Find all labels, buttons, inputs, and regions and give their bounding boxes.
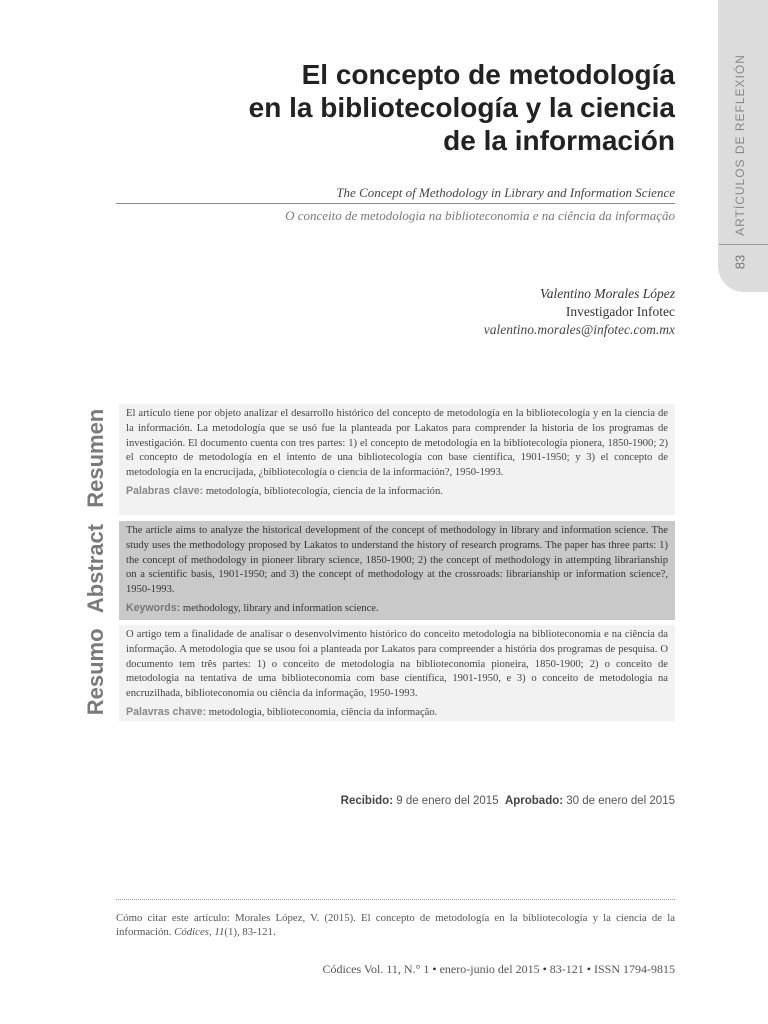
abstract-english bbox=[119, 521, 675, 620]
author-block bbox=[484, 285, 675, 339]
page-number: 83 bbox=[732, 254, 748, 270]
abstract-portuguese-text: O artigo tem a finalidade de analisar o desenvolvimento histórico do conceito metodologia na biblioteconomia e na ciência da informação. A metodologia que se usou foi a planteada por Lakatos para compreender a história dos programas de pesquisa. O documento tem três partes: 1) o conceito de metodologia na biblioteconomia pioneira, 1850-1900; 2) o conceito de metodologia na tentativa de uma biblioteconomia com base científica, 1901-1950, e 3) o conceito de metodologia na encruzilhada, biblioteconomia ou ciência da informação, 1950-1993. bbox=[126, 629, 668, 700]
submission-dates: Recibido: 9 de enero del 2015 Aprobado: 30 de enero del 2015 bbox=[340, 795, 675, 807]
author-name: Valentino Morales López bbox=[540, 286, 675, 301]
subtitle-portuguese: O conceito de metodologia na biblioteconomia e na ciência da informação bbox=[285, 208, 675, 223]
side-divider bbox=[719, 244, 768, 245]
citation-note: Cómo citar este artículo: Morales López, V. (2015). El concepto de metodología en la bibliotecología y la ciencia de la información. Códices, 11(1), 83-121. bbox=[116, 912, 675, 938]
title-line-2: en la bibliotecología y la ciencia bbox=[248, 92, 675, 123]
author-email[interactable]: valentino.morales@infotec.com.mx bbox=[483, 322, 675, 337]
article-title bbox=[155, 58, 675, 157]
journal-footer: Códices Vol. 11, N.° 1 • enero-junio del 2015 • 83-121 • ISSN 1794-9815 bbox=[322, 962, 675, 976]
keywords-spanish: Palabras clave: metodología, bibliotecología, ciencia de la información. bbox=[126, 484, 443, 497]
author-affiliation: Investigador Infotec bbox=[565, 304, 675, 319]
subtitle-english: The Concept of Methodology in Library and Information Science bbox=[336, 185, 675, 200]
abstract-english-text: The article aims to analyze the historical development of the concept of methodology in library and information science. The study uses the methodology proposed by Lakatos to understand the history of research programs. The paper has three parts: 1) the concept of methodology in pioneer library science, 1850-1900; 2) the concept of methodology in attempting librarianship on a scientific basis, 1901-1950; and 3) the concept of methodology at the crossroads: librarianship or information science?, 1950-1993. bbox=[126, 525, 668, 596]
subtitle-divider bbox=[116, 203, 675, 204]
abstract-spanish bbox=[119, 404, 675, 515]
keywords-portuguese: Palavras chave: metodologia, biblioteconomia, ciência da informação. bbox=[126, 705, 438, 718]
title-line-3: de la información bbox=[443, 125, 675, 156]
abstract-side-labels: Resumo Abstract Resumen bbox=[83, 408, 108, 716]
title-line-1: El concepto de metodología bbox=[301, 59, 675, 90]
keywords-english: Keywords: methodology, library and information science. bbox=[126, 601, 379, 614]
footnote-divider bbox=[116, 899, 675, 900]
abstract-portuguese bbox=[119, 625, 675, 721]
section-label: ARTÍCULOS DE REFLEXIÓN bbox=[733, 54, 747, 236]
abstract-spanish-text: El artículo tiene por objeto analizar el desarrollo histórico del concepto de metodología en la bibliotecología y en la ciencia de la información. La metodología que se usó fue la planteada por Lakatos para comprender la historia de los programas de investigación. El documento cuenta con tres partes: 1) el concepto de metodología en la bibliotecología pionera, 1850-1900; 2) el concepto de metodología en el intento de una bibliotecología con base científica, 1901-1950; y 3) el concepto de metodología en la encrucijada, ¿bibliotecología o ciencia de la información?, 1950-1993. bbox=[126, 408, 668, 479]
